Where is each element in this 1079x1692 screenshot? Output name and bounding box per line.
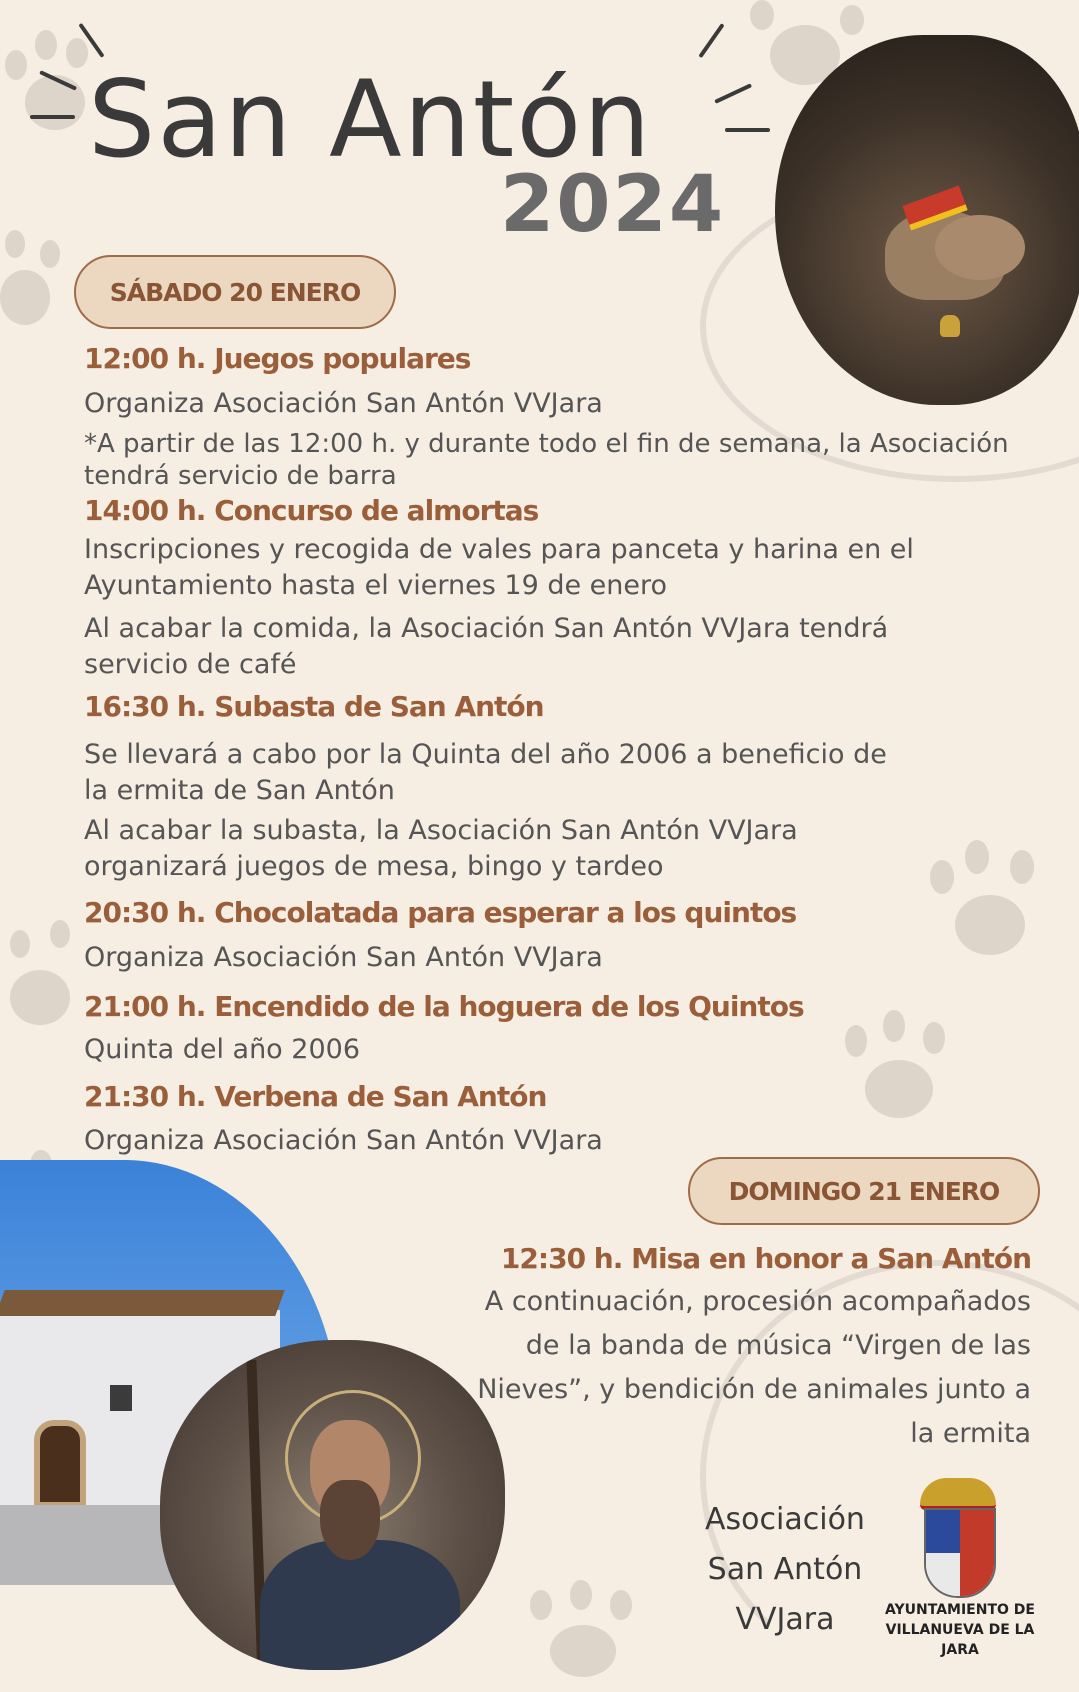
council-name — [880, 1600, 1040, 1660]
event-detail: organizará juegos de mesa, bingo y tardeo — [84, 851, 664, 882]
council-crest-logo — [918, 1478, 998, 1598]
event-detail: Al acabar la subasta, la Asociación San Antón VVJara — [84, 815, 798, 846]
organizer-line: VVJara — [735, 1602, 835, 1637]
council-line: AYUNTAMIENTO DE — [885, 1602, 1035, 1618]
chapel-door — [34, 1420, 86, 1508]
event-detail: Al acabar la comida, la Asociación San Antón VVJara tendrá — [84, 613, 889, 644]
event-heading: 12:00 h. Juegos populares — [84, 342, 471, 375]
organizer-line: San Antón — [707, 1552, 863, 1587]
event-detail: de la banda de música “Virgen de las — [525, 1330, 1031, 1361]
paw-print-icon — [845, 1010, 955, 1130]
event-detail: Quinta del año 2006 — [84, 1034, 360, 1065]
paw-print-icon — [930, 840, 1050, 970]
event-heading: 12:30 h. Misa en honor a San Antón — [500, 1242, 1031, 1275]
event-heading: 21:00 h. Encendido de la hoguera de los Quintos — [84, 990, 804, 1023]
event-detail: Se llevará a cabo por la Quinta del año 2006 a beneficio de — [84, 739, 887, 770]
council-line: VILLANUEVA DE LA JARA — [885, 1622, 1035, 1658]
sparkle-ray — [698, 23, 724, 58]
organizer-line: Asociación — [705, 1502, 865, 1537]
page-title: San Antón — [88, 58, 653, 181]
event-detail: servicio de café — [84, 649, 297, 680]
day-badge-saturday: SÁBADO 20 ENERO — [74, 255, 396, 329]
event-detail: Organiza Asociación San Antón VVJara — [84, 942, 603, 973]
event-note: tendrá servicio de barra — [84, 461, 397, 491]
day-badge-sunday: DOMINGO 21 ENERO — [688, 1157, 1040, 1225]
event-detail: Organiza Asociación San Antón VVJara — [84, 388, 603, 419]
event-detail: A continuación, procesión acompañados — [484, 1286, 1031, 1317]
event-detail: la ermita de San Antón — [84, 775, 395, 806]
organizer-name — [690, 1495, 880, 1645]
event-detail: Ayuntamiento hasta el viernes 19 de enero — [84, 570, 668, 601]
page-year: 2024 — [500, 160, 726, 250]
saint-statue-photo — [160, 1340, 505, 1670]
event-heading: 16:30 h. Subasta de San Antón — [84, 690, 544, 723]
event-detail: Organiza Asociación San Antón VVJara — [84, 1125, 603, 1156]
chapel-roof — [0, 1290, 285, 1316]
event-detail: Inscripciones y recogida de vales para panceta y harina en el — [84, 534, 914, 565]
sparkle-ray — [30, 115, 75, 119]
paw-print-icon — [530, 1580, 640, 1677]
event-detail: Nieves”, y bendición de animales junto a — [477, 1374, 1031, 1405]
paw-print-icon — [0, 920, 90, 1030]
event-heading: 20:30 h. Chocolatada para esperar a los quintos — [84, 896, 797, 929]
event-heading: 14:00 h. Concurso de almortas — [84, 494, 539, 527]
chapel-window — [110, 1385, 132, 1411]
sparkle-ray — [725, 128, 770, 132]
event-heading: 21:30 h. Verbena de San Antón — [84, 1080, 547, 1113]
event-detail: la ermita — [910, 1418, 1031, 1449]
event-note: *A partir de las 12:00 h. y durante todo el fin de semana, la Asociación — [84, 429, 1009, 459]
paw-print-icon — [0, 220, 70, 330]
